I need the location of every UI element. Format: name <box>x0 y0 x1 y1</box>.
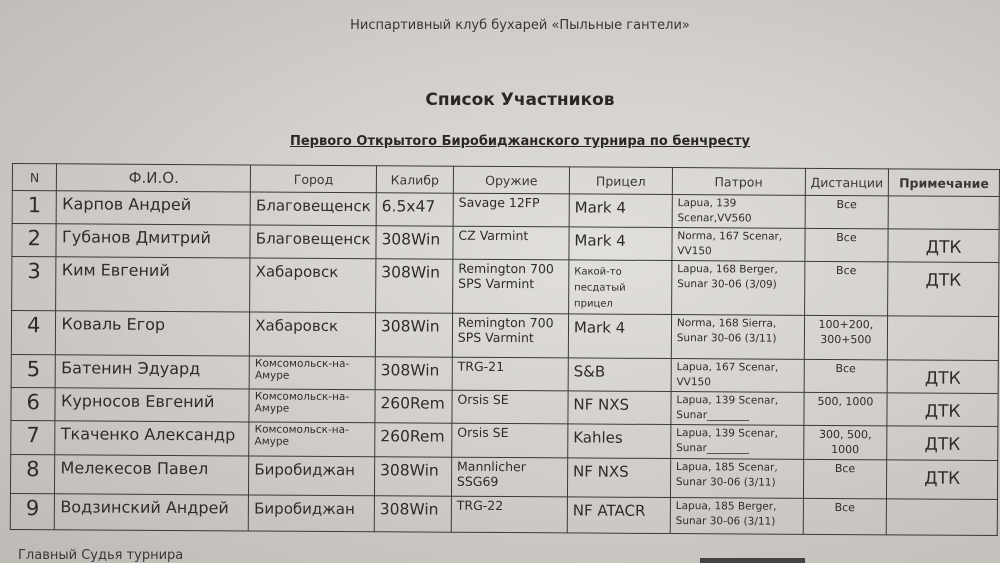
caliber-cell: 260Rem <box>375 423 452 457</box>
distance-cell: 300, 500, 1000 <box>803 425 887 460</box>
note-cell: ДТК <box>887 393 998 427</box>
weapon-cell: Orsis SE <box>452 423 568 458</box>
participant-name-cell: Ткаченко Александр <box>55 421 249 456</box>
city-cell: Комсомольск-на-Амуре <box>249 389 375 423</box>
scope-cell: Mark 4 <box>569 227 672 261</box>
page-subtitle: Первого Открытого Биробиджанского турнира по бенчресту <box>289 134 751 149</box>
scope-cell: S&B <box>568 358 671 392</box>
caliber-cell: 308Win <box>374 496 451 532</box>
city-cell: Хабаровск <box>250 312 376 357</box>
scope-cell: NF ATACR <box>567 497 670 534</box>
city-cell: Биробиджан <box>249 456 375 496</box>
city-cell: Комсомольск-на-Амуре <box>249 422 375 457</box>
city-cell: Биробиджан <box>249 495 375 532</box>
table-row <box>10 454 997 499</box>
table-row <box>10 493 997 535</box>
caliber-cell: 308Win <box>375 357 452 390</box>
distance-cell: 500, 1000 <box>803 392 887 426</box>
caliber-cell: 6.5x47 <box>376 193 453 226</box>
distance-cell: Все <box>805 195 889 229</box>
scope-cell: Mark 4 <box>568 314 671 359</box>
weapon-cell: Mannlicher SSG69 <box>451 457 567 497</box>
ammo-cell: Lapua, 139 Scenar, Sunar________ <box>671 392 804 426</box>
col-caliber: Калибр <box>376 166 453 193</box>
col-n: N <box>12 164 57 191</box>
city-cell: Благовещенск <box>250 225 376 259</box>
distance-cell: Все <box>803 459 887 499</box>
city-cell: Хабаровск <box>250 258 376 313</box>
col-distance: Дистанции <box>805 168 889 196</box>
note-cell: ДТК <box>887 426 998 461</box>
scope-cell: NF NXS <box>568 391 671 425</box>
distance-cell: 100+200, 300+500 <box>804 315 888 360</box>
ammo-cell: Lapua, 139 Scenar,VV560 <box>672 195 805 229</box>
weapon-cell: Orsis SE <box>452 390 568 424</box>
participant-name-cell: Курносов Евгений <box>55 388 249 422</box>
note-cell: ДТК <box>888 229 999 263</box>
distance-cell: Все <box>804 228 888 262</box>
scope-cell: Какой-то песдатый прицел <box>569 260 672 315</box>
participant-name-cell: Карпов Андрей <box>57 191 251 225</box>
city-cell: Комсомольск-на-Амуре <box>249 356 375 390</box>
weapon-cell: TRG-22 <box>451 496 567 533</box>
caliber-cell: 308Win <box>376 226 453 259</box>
ammo-cell: Lapua, 185 Scenar, Sunar 30-06 (3/11) <box>670 459 803 499</box>
col-weapon: Оружие <box>453 166 569 194</box>
ammo-cell: Lapua, 185 Berger, Sunar 30-06 (3/11) <box>670 498 803 535</box>
participant-name-cell: Водзинский Андрей <box>55 494 249 531</box>
distance-cell: Все <box>804 261 888 316</box>
distance-cell: Все <box>803 498 887 535</box>
weapon-cell: TRG-21 <box>452 357 568 391</box>
col-name: Ф.И.О. <box>57 164 251 192</box>
note-cell: ДТК <box>888 262 999 317</box>
note-cell <box>886 499 997 536</box>
row-number-cell: 4 <box>11 311 56 355</box>
col-city: Город <box>251 165 377 193</box>
caliber-cell: 308Win <box>375 313 452 357</box>
ammo-cell: Lapua, 168 Berger, Sunar 30-06 (3/09) <box>671 261 804 316</box>
caliber-cell: 308Win <box>376 259 453 313</box>
table-row <box>12 257 999 317</box>
caliber-cell: 260Rem <box>375 390 452 423</box>
participant-name-cell: Губанов Дмитрий <box>56 224 250 258</box>
caliber-cell: 308Win <box>374 457 451 496</box>
chief-judge-label: Главный Судья турнира <box>18 548 184 563</box>
participants-table <box>10 163 1000 536</box>
row-number-cell: 2 <box>12 224 57 257</box>
row-number-cell: 7 <box>11 420 56 454</box>
row-number-cell: 1 <box>12 191 57 224</box>
participant-name-cell: Коваль Егор <box>56 311 250 356</box>
ammo-cell: Lapua, 139 Scenar, Sunar________ <box>671 425 804 460</box>
note-cell <box>888 196 999 230</box>
scope-cell: Mark 4 <box>569 194 672 228</box>
participant-name-cell: Ким Евгений <box>56 257 250 312</box>
scope-cell: NF NXS <box>567 458 670 498</box>
row-number-cell: 5 <box>11 354 56 387</box>
weapon-cell: Remington 700 SPS Varmint <box>452 259 568 314</box>
ammo-cell: Lapua, 167 Scenar, VV150 <box>671 359 804 393</box>
participant-name-cell: Батенин Эдуард <box>56 355 250 389</box>
scope-cell: Kahles <box>568 424 671 459</box>
note-cell: ДТК <box>887 460 998 500</box>
row-number-cell: 8 <box>10 454 55 493</box>
signature-line <box>700 558 805 563</box>
distance-cell: Все <box>804 359 888 393</box>
page-title: Список Участников <box>425 90 615 110</box>
row-number-cell: 6 <box>11 387 56 420</box>
col-scope: Прицел <box>569 167 672 195</box>
ammo-cell: Norma, 168 Sierra, Sunar 30-06 (3/11) <box>671 315 804 360</box>
table-row <box>11 311 998 361</box>
row-number-cell: 3 <box>12 257 57 311</box>
col-note: Примечание <box>889 169 1000 197</box>
weapon-cell: CZ Varmint <box>453 226 569 260</box>
note-cell: ДТК <box>887 360 998 394</box>
row-number-cell: 9 <box>10 493 55 529</box>
club-name: Ниспартивный клуб бухарей «Пыльные гантели» <box>350 18 690 33</box>
ammo-cell: Norma, 167 Scenar, VV150 <box>672 228 805 262</box>
weapon-cell: Remington 700 SPS Varmint <box>452 313 568 358</box>
weapon-cell: Savage 12FP <box>453 193 569 227</box>
col-ammo: Патрон <box>672 168 805 196</box>
participant-name-cell: Мелекесов Павел <box>55 455 249 495</box>
city-cell: Благовещенск <box>250 192 376 226</box>
note-cell <box>888 316 999 361</box>
